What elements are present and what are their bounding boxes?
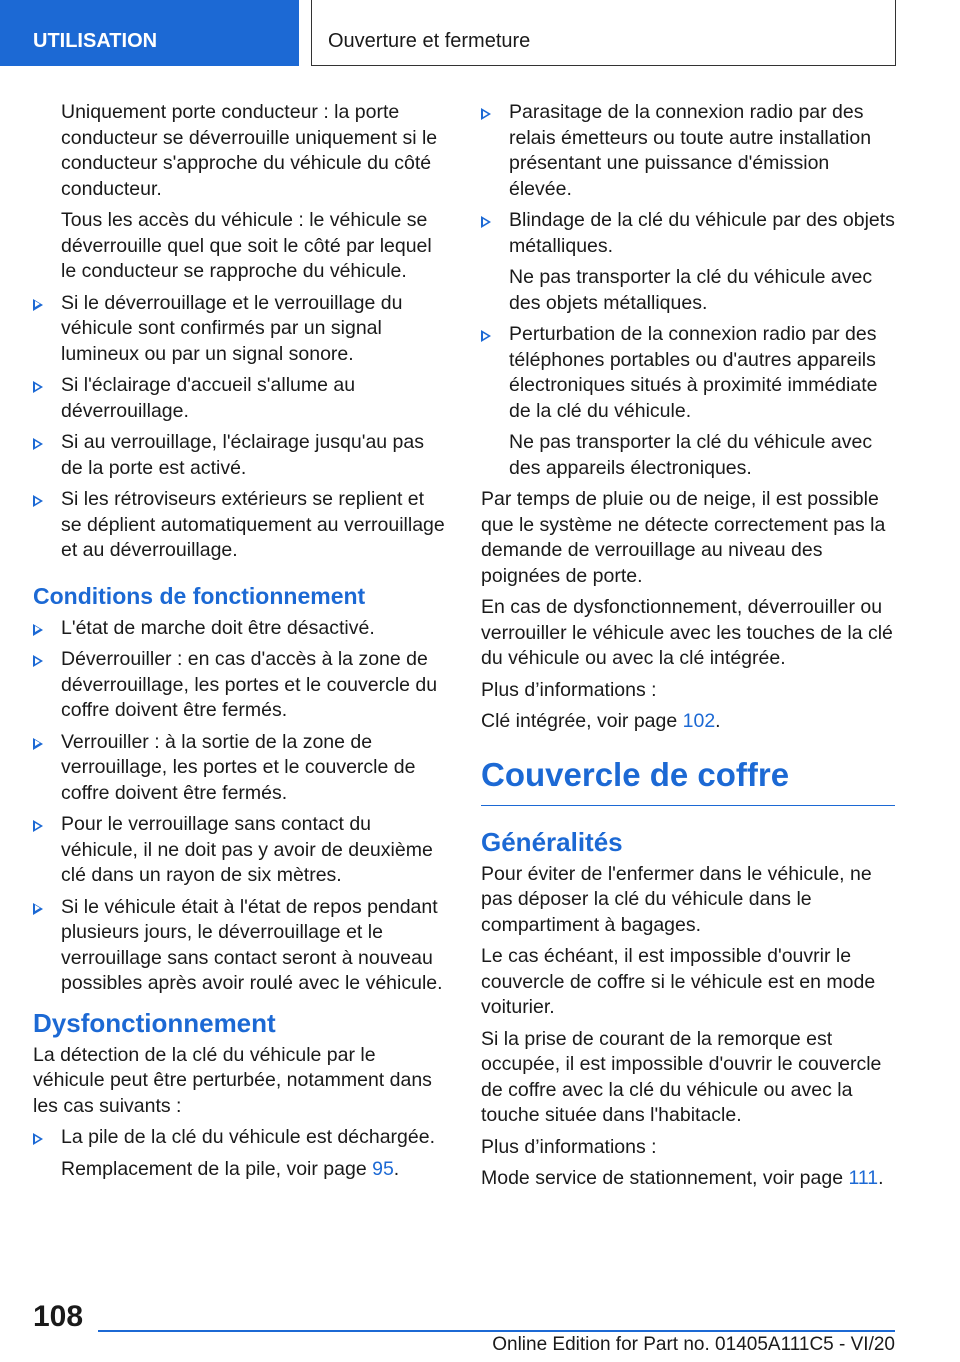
list-item: L'état de marche doit être désactivé.: [33, 616, 448, 642]
more-info-label: Plus d’informations :: [481, 1135, 657, 1158]
list-item: Si le véhicule était à l'état de repos pendant plusieurs jours, le déverrouillage et le verrouillage sans contact seront à nouveau possibles après avoir roulé avec le véhicule.: [33, 895, 448, 997]
list-item: Parasitage de la connexion radio par des relais émetteurs ou toute autre installation présentant une puissance d'émission élevée.: [481, 100, 895, 202]
triangle-bullet-icon: [33, 624, 43, 636]
list-item: Si au verrouillage, l'éclairage jusqu'au pas de la porte est activé.: [33, 430, 448, 481]
paragraph-general-2: Le cas échéant, il est impossible d'ouvrir le couvercle de coffre si le véhicule est en mode voiturier.: [481, 945, 876, 1018]
note-electronic-devices: Ne pas transporter la clé du véhicule avec des appareils électroniques.: [509, 431, 873, 479]
right-column: [481, 100, 895, 1198]
paragraph-rain-snow: Par temps de pluie ou de neige, il est possible que le système ne détecte correctement pas la demande de verrouillage au niveau des poignées de porte.: [481, 488, 886, 587]
triangle-bullet-icon: [33, 1133, 43, 1145]
triangle-bullet-icon: [481, 108, 491, 120]
more-info-label: Plus d’informations :: [481, 678, 657, 701]
list-item: Perturbation de la connexion radio par des téléphones portables ou d'autres appareils électroniques situés à proximité immédiate de la clé du véhicule.: [481, 322, 895, 424]
page-header: [0, 0, 960, 68]
triangle-bullet-icon: [481, 330, 491, 342]
page-link-111[interactable]: 111: [848, 1167, 879, 1189]
list-item: Verrouiller : à la sortie de la zone de verrouillage, les portes et le couvercle de coffre doivent être fermés.: [33, 730, 448, 807]
chapter-title: Ouverture et fermeture: [311, 0, 896, 66]
paragraph-general-1: Pour éviter de l'enfermer dans le véhicule, ne pas déposer la clé du véhicule dans le compartiment à bagages.: [481, 862, 872, 936]
paragraph-malfunction-intro: La détection de la clé du véhicule par le véhicule peut être perturbée, notamment dans les cas suivants :: [33, 1043, 432, 1117]
page-link-95[interactable]: 95: [372, 1157, 394, 1180]
edition-label: Online Edition for Part no. 01405A111C5 - VI/20: [492, 1334, 895, 1355]
note-metal-objects: Ne pas transporter la clé du véhicule avec des objets métalliques.: [509, 266, 873, 314]
left-column: [33, 100, 448, 1188]
triangle-bullet-icon: [33, 738, 43, 750]
heading-general: Généralités: [481, 826, 623, 857]
page-number: 108: [33, 1300, 84, 1333]
section-tab: UTILISATION: [0, 0, 299, 66]
list-item: Blindage de la clé du véhicule par des objets métalliques.: [481, 208, 895, 259]
heading-trunk-lid: Couvercle de coffre: [481, 755, 895, 806]
list-item: Déverrouiller : en cas d'accès à la zone de déverrouillage, les portes et le couvercle du coffre doivent être fermés.: [33, 647, 448, 724]
triangle-bullet-icon: [33, 438, 43, 450]
page-link-102[interactable]: 102: [682, 710, 716, 732]
triangle-bullet-icon: [33, 655, 43, 667]
triangle-bullet-icon: [33, 903, 43, 915]
list-item: Si l'éclairage d'accueil s'allume au déverrouillage.: [33, 373, 448, 424]
list-item: La pile de la clé du véhicule est déchargée.: [33, 1125, 448, 1151]
paragraph-malfunction-action: En cas de dysfonctionnement, déverrouiller ou verrouiller le véhicule avec les touches de la clé du véhicule ou avec la clé intégrée.: [481, 596, 893, 669]
paragraph-all-doors: Tous les accès du véhicule : le véhicule se déverrouille quel que soit le côté par lequel le conducteur se rapproche du véhicule.: [61, 209, 432, 282]
list-item: Pour le verrouillage sans contact du véhicule, il ne doit pas y avoir de deuxième clé dans un rayon de six mètres.: [33, 812, 448, 889]
battery-reference: Remplacement de la pile, voir page 95.: [61, 1157, 400, 1180]
triangle-bullet-icon: [33, 381, 43, 393]
integrated-key-reference: Clé intégrée, voir page 102.: [481, 710, 721, 732]
list-item: Si le déverrouillage et le verrouillage du véhicule sont confirmés par un signal lumineux ou par un signal sonore.: [33, 291, 448, 368]
footer-divider: [98, 1330, 895, 1332]
list-item: Si les rétroviseurs extérieurs se replient et se déplient automatiquement au verrouillage et au déverrouillage.: [33, 487, 448, 564]
valet-mode-reference: Mode service de stationnement, voir page 111.: [481, 1167, 884, 1189]
paragraph-driver-door: Uniquement porte conducteur : la porte conducteur se déverrouille uniquement si le conducteur s'approche du véhicule du côté conducteur.: [61, 101, 438, 200]
triangle-bullet-icon: [33, 495, 43, 507]
heading-conditions: Conditions de fonctionnement: [33, 582, 366, 609]
triangle-bullet-icon: [481, 216, 491, 228]
heading-malfunction: Dysfonctionnement: [33, 1007, 276, 1038]
paragraph-general-3: Si la prise de courant de la remorque est occupée, il est impossible d'ouvrir le couvercle de coffre avec la clé du véhicule ou avec la touche située dans l'habitacle.: [481, 1027, 882, 1126]
triangle-bullet-icon: [33, 820, 43, 832]
triangle-bullet-icon: [33, 299, 43, 311]
